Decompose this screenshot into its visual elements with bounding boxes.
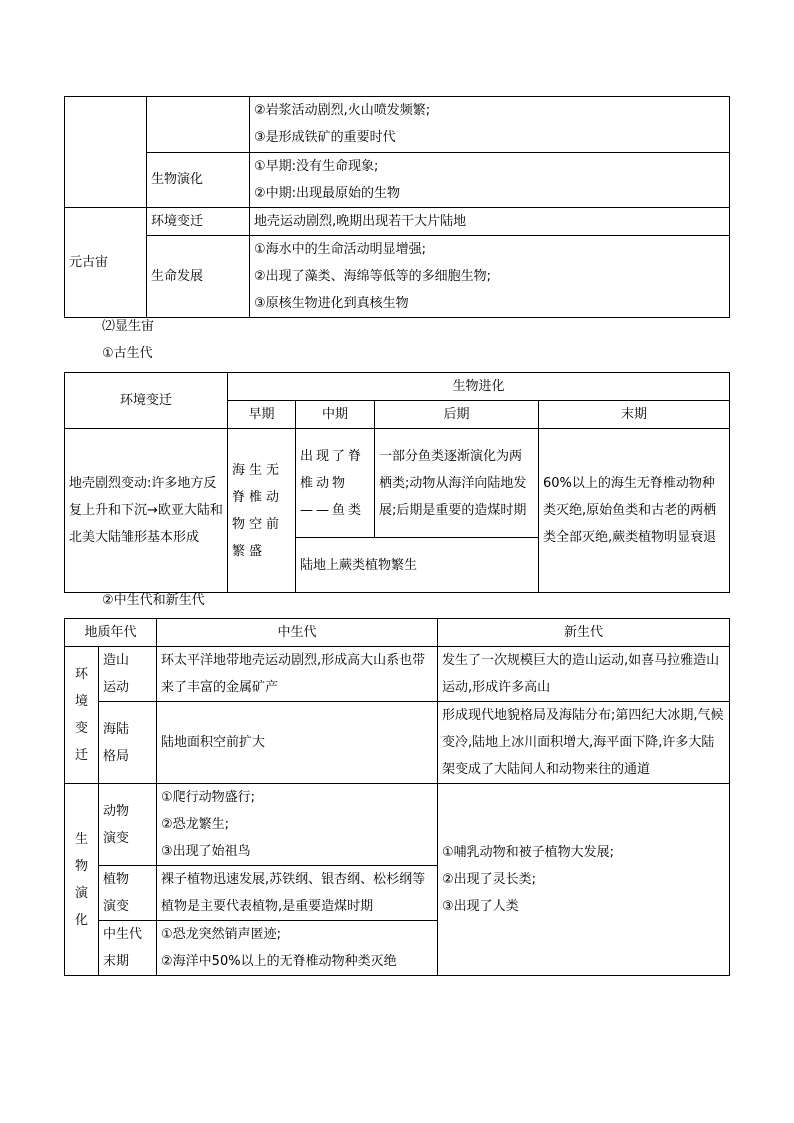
text-line: ②岩浆活动剧烈,火山喷发频繁; — [254, 103, 431, 119]
label-line: 动物 — [103, 803, 130, 819]
text-line: ②出现了藻类、海绵等低等的多细胞生物; — [254, 269, 492, 284]
label-line: 演变 — [103, 899, 130, 914]
label-line: 演变 — [103, 830, 130, 846]
header-late: 后期 — [375, 401, 539, 429]
group-env — [65, 647, 99, 784]
mountain-meso: 环太平洋地带地壳运动剧烈,形成高大山系也带来了丰富的金属矿产 — [157, 647, 438, 702]
table-cell — [147, 97, 250, 153]
header-age: 地质年代 — [65, 619, 157, 647]
row-label: 生命发展 — [147, 236, 250, 318]
header-mid: 中期 — [296, 401, 375, 429]
fern-text: 陆地上蕨类植物繁生 — [296, 538, 539, 593]
table-row — [65, 373, 730, 401]
label-line: 造山 — [103, 653, 130, 668]
table-row — [65, 702, 730, 784]
table-row — [65, 236, 730, 318]
table-cell: 地壳运动剧烈,晚期出现若干大片陆地 — [250, 208, 730, 236]
table-row — [65, 97, 730, 153]
mid-text: 出现了脊椎动物——鱼类 — [296, 429, 375, 538]
text-line: ②出现了灵长类; — [442, 872, 537, 887]
landsea-ceno: 形成现代地貌格局及海陆分布;第四纪大冰期,气候变冷,陆地上冰川面积增大,海平面下降,许多大陆架变成了大陆间人和动物来往的通道 — [438, 702, 730, 784]
table-cell — [250, 97, 730, 153]
vertical-char: 化 — [74, 912, 88, 928]
table-cell — [250, 152, 730, 208]
table-paleozoic — [64, 372, 730, 593]
plant-meso: 裸子植物迅速发展,苏铁纲、银杏纲、松杉纲等植物是主要代表植物,是重要造煤时期 — [157, 866, 438, 921]
row-label: 环境变迁 — [147, 208, 250, 236]
section-heading: ①古生代 — [102, 346, 153, 361]
label-line: 中生代 — [103, 927, 143, 942]
text-line: ①恐龙突然销声匿迹; — [161, 927, 282, 942]
late-text: 一部分鱼类逐渐演化为两栖类;动物从海洋向陆地发展;后期是重要的造煤时期 — [375, 429, 539, 538]
vertical-char: 演 — [74, 885, 88, 901]
table-meso-cenozoic — [64, 618, 730, 976]
vertical-char: 生 — [74, 831, 88, 847]
env-text: 地壳剧烈变动:许多地方反复上升和下沉→欧亚大陆和北美大陆雏形基本形成 — [65, 429, 228, 593]
label-line: 末期 — [103, 954, 130, 969]
group-bio — [65, 784, 99, 976]
text-line: ①海水中的生命活动明显增强; — [254, 242, 427, 257]
label-line: 海陆 — [103, 721, 130, 737]
table-row — [65, 208, 730, 236]
text-line: ①早期:没有生命现象; — [254, 158, 379, 174]
table-archean-proterozoic — [64, 96, 730, 318]
era-label: 元古宙 — [65, 208, 147, 318]
text-line: ②恐龙繁生; — [161, 817, 230, 832]
vertical-char: 环 — [74, 667, 88, 682]
section-heading: ⑵显生宙 — [102, 319, 155, 334]
mountain-ceno: 发生了一次规模巨大的造山运动,如喜马拉雅造山运动,形成许多高山 — [438, 647, 730, 702]
label-line: 运动 — [103, 680, 130, 695]
early-text: 海生无脊椎动物空前繁盛 — [228, 429, 296, 593]
table-row — [65, 429, 730, 538]
table-row — [65, 784, 730, 866]
row-label — [99, 921, 157, 976]
vertical-char: 境 — [74, 694, 88, 709]
row-label — [99, 784, 157, 866]
table-cell — [250, 236, 730, 318]
animal-meso — [157, 784, 438, 866]
table-row — [65, 619, 730, 647]
header-end: 末期 — [539, 401, 730, 429]
text-line: ③出现了始祖鸟 — [161, 844, 251, 859]
end-text: 60%以上的海生无脊椎动物种类灭绝,原始鱼类和古老的两栖类全部灭绝,蕨类植物明显衰退 — [539, 429, 730, 593]
text-line: ②海洋中50%以上的无脊椎动物种类灭绝 — [161, 954, 397, 969]
table-row — [65, 152, 730, 208]
table-cell — [65, 97, 147, 208]
bio-ceno — [438, 784, 730, 976]
text-line: ③原核生物进化到真核生物 — [254, 296, 409, 311]
text-line: ①哺乳动物和被子植物大发展; — [442, 845, 615, 860]
row-label — [99, 702, 157, 784]
label-line: 植物 — [103, 872, 130, 887]
header-env: 环境变迁 — [65, 373, 228, 429]
header-bio: 生物进化 — [228, 373, 730, 401]
end-meso — [157, 921, 438, 976]
row-label — [99, 866, 157, 921]
label-line: 格局 — [103, 748, 130, 764]
row-label — [99, 647, 157, 702]
text-line: ③出现了人类 — [442, 899, 519, 914]
vertical-char: 物 — [74, 858, 88, 874]
landsea-meso: 陆地面积空前扩大 — [157, 702, 438, 784]
header-meso: 中生代 — [157, 619, 438, 647]
row-label: 生物演化 — [147, 152, 250, 208]
section-heading: ②中生代和新生代 — [102, 593, 205, 608]
text-line: ①爬行动物盛行; — [161, 790, 256, 805]
header-early: 早期 — [228, 401, 296, 429]
vertical-char: 变 — [74, 721, 88, 736]
text-line: ③是形成铁矿的重要时代 — [254, 130, 396, 146]
text-line: ②中期:出现最原始的生物 — [254, 185, 401, 201]
header-ceno: 新生代 — [438, 619, 730, 647]
vertical-char: 迁 — [74, 748, 88, 763]
table-row — [65, 647, 730, 702]
